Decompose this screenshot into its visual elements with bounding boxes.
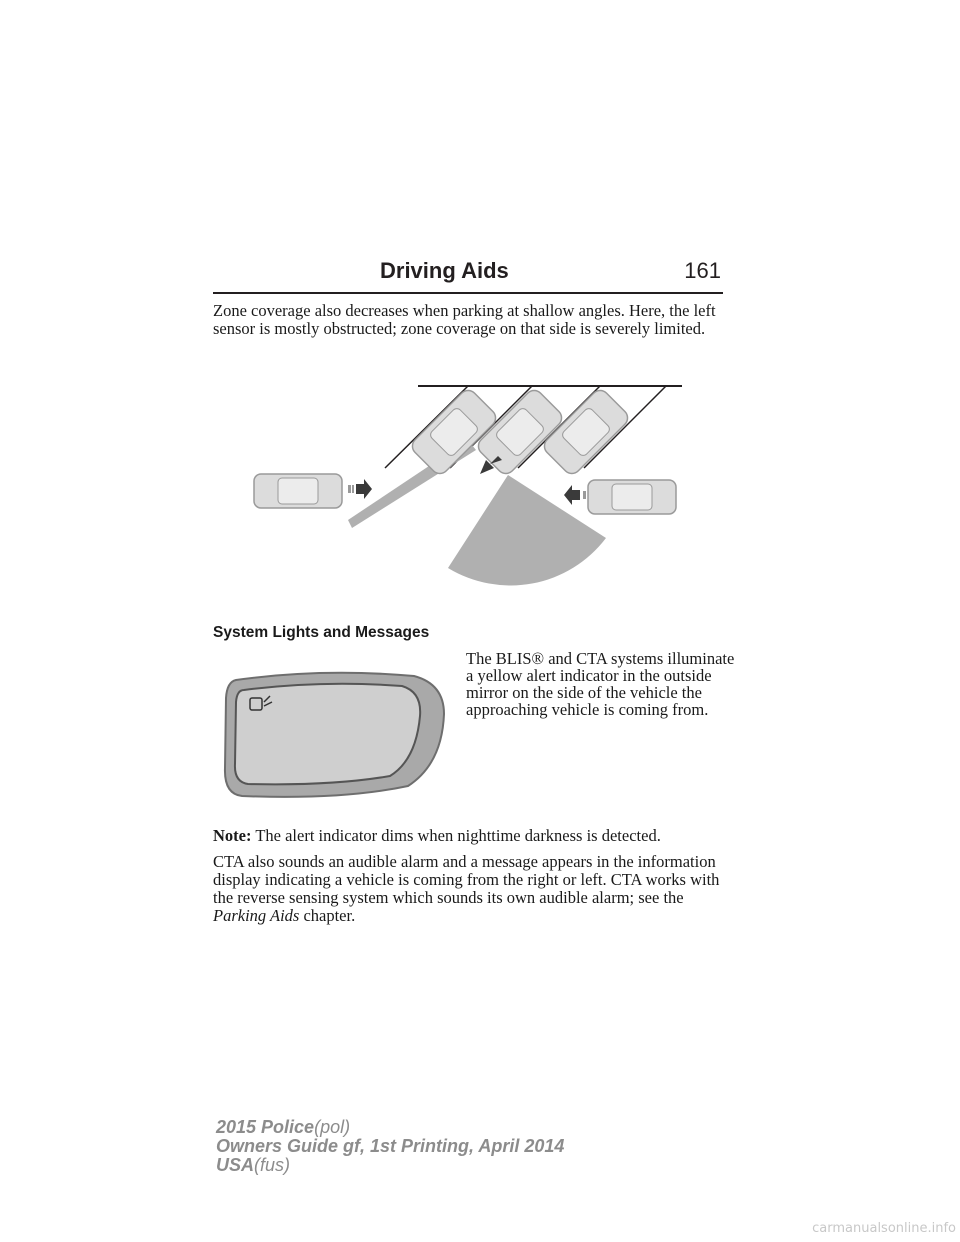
note-text: The alert indicator dims when nighttime darkness is detected. [255,826,661,845]
footer-model: 2015 Police [216,1117,315,1137]
footer-model-code: (pol) [314,1117,351,1137]
watermark: carmanualsonline.info [812,1221,956,1236]
parking-aids-reference: Parking Aids [213,906,300,925]
footer-guide: Owners Guide gf, 1st Printing, April 2014 [216,1136,565,1156]
arrow-right-icon [348,479,372,499]
intro-paragraph: Zone coverage also decreases when parking at shallow angles. Here, the left sensor is mostly obstructed; zone coverage on that side is severely limited. [213,301,716,338]
note-label: Note: [213,826,252,845]
footer-region: USA [216,1155,255,1175]
footer-region-code: (fus) [254,1155,291,1175]
note-paragraph [213,827,733,845]
chapter-title: Driving Aids [380,258,509,283]
cta-text: CTA also sounds an audible alarm and a message appears in the information display indicating a vehicle is coming from the right or left. CTA works with the reverse sensing system which sounds its own audible alarm; see the [213,852,720,907]
side-mirror-illustration [222,668,452,804]
arrow-left-icon [564,485,586,505]
mirror-paragraph: The BLIS® and CTA systems illuminate a yellow alert indicator in the outside mirror on the side of the vehicle the approaching vehicle is coming from. [466,649,735,719]
page-footer [216,1118,564,1175]
parking-zone-illustration [240,380,690,590]
page-number: 161 [684,258,721,283]
section-heading: System Lights and Messages [213,624,430,641]
cta-paragraph [213,853,733,925]
cta-text-end: chapter. [299,906,356,925]
page-header [213,258,723,294]
